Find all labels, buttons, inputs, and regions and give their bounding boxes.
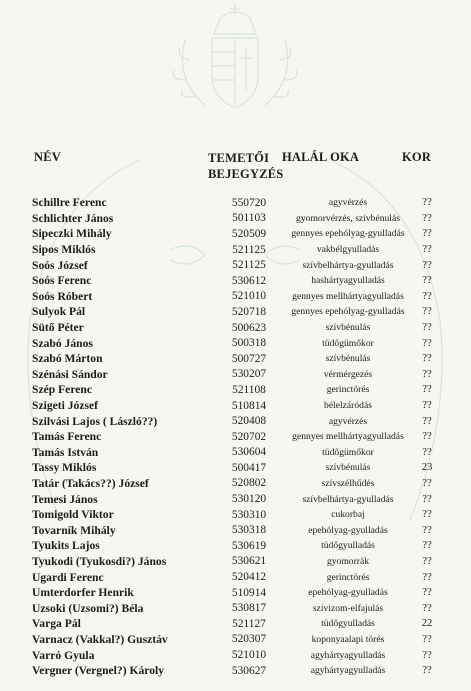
table-row [32,382,440,398]
cemetery-entry-code: 500623 [231,321,267,334]
person-name: Sipos Miklós [32,243,96,257]
table-row [32,632,440,648]
table-row [32,445,440,461]
age-value: ?? [422,290,432,302]
age-value: ?? [422,493,432,505]
cause-of-death: agyvérzés [328,197,368,209]
cause-of-death: gennyes epehólyag-gyulladás [291,228,405,240]
age-value: ?? [422,400,432,412]
records-table [32,195,440,678]
table-row [32,257,440,273]
cause-of-death: vérmérgezés [323,368,373,380]
person-name: Temesi János [32,492,98,506]
table-row [32,226,440,242]
cemetery-entry-code: 520718 [231,305,267,318]
cause-of-death: agyhártyagyulladás [310,649,386,661]
age-value: ?? [422,212,432,224]
person-name: Szigeti József [32,399,98,413]
cemetery-entry-code: 530310 [231,508,267,521]
age-value: ?? [422,587,432,599]
table-row [32,554,440,570]
cemetery-entry-code: 520408 [231,415,267,428]
cause-of-death: bélelzáródás [324,400,372,412]
cemetery-entry-code: 530604 [231,446,267,459]
person-name: Schillre Ferenc [32,196,107,210]
age-value: ?? [422,228,432,240]
records-table-body [32,195,440,678]
age-value: ?? [422,259,432,271]
age-value: ?? [422,353,432,365]
table-row [32,289,440,305]
person-name: Tovarník Mihály [32,523,116,537]
cause-of-death: gennyes mellhártyagyulladás [292,290,404,302]
column-header-cemetery-entry [208,150,284,182]
table-row [32,585,440,601]
person-name: Umterdorfer Henrik [32,586,134,600]
cemetery-entry-code: 521010 [231,649,267,662]
person-name: Tyukits Lajos [32,539,100,553]
table-row [32,616,440,632]
age-value: ?? [422,275,432,287]
table-row [32,304,440,320]
table-row [32,211,440,227]
cause-of-death: gennyes mellhártyagyulladás [292,431,404,443]
cemetery-entry-code: 530318 [231,524,267,537]
cemetery-entry-code: 550720 [231,196,267,209]
cause-of-death: tüdőgümőkor [322,446,374,458]
cemetery-entry-code: 520702 [231,430,267,443]
table-row [32,600,440,616]
table-row [32,647,440,663]
table-row [32,242,440,258]
cause-of-death: cukorbaj [331,509,365,521]
cemetery-entry-code: 510914 [231,586,267,599]
person-name: Tamás Ferenc [32,430,102,444]
column-header-name: NÉV [34,150,61,164]
cause-of-death: gyomorvérzés, szívbénulás [296,212,400,224]
cause-of-death: tüdőgümőkor [322,337,374,349]
person-name: Schlichter János [32,211,114,225]
table-row [32,335,440,351]
cause-of-death: gerinctörés [326,571,370,583]
person-name: Szilvási Lajos ( László??) [32,414,158,428]
cemetery-entry-code: 521125 [232,243,266,256]
cemetery-entry-code: 500417 [231,461,267,474]
cemetery-entry-code: 520802 [231,477,267,490]
table-row [32,663,440,679]
cemetery-entry-code: 530621 [231,555,267,568]
person-name: Szabó Márton [32,352,103,366]
cemetery-entry-code: 500318 [231,337,267,350]
person-name: Tyukodi (Tyukosdi?) János [32,554,167,568]
cemetery-entry-code: 501103 [232,212,266,225]
table-row [32,398,440,414]
person-name: Szép Ferenc [32,383,92,397]
cemetery-entry-code: 521108 [232,383,266,396]
person-name: Soós Róbert [32,289,93,303]
table-row [32,429,440,445]
age-value: ?? [422,446,432,458]
age-value: ?? [422,633,432,645]
age-value: ?? [422,555,432,567]
cemetery-entry-code: 510814 [231,399,267,412]
table-row [32,507,440,523]
cemetery-entry-code: 530817 [231,602,267,615]
person-name: Tatár (Takács??) József [32,476,149,490]
cause-of-death: szívbénulás [325,462,371,474]
age-value: ?? [422,477,432,489]
cemetery-entry-code: 520412 [231,571,267,584]
table-row [32,367,440,383]
cemetery-entry-code: 521125 [232,259,266,272]
table-row [32,413,440,429]
table-row [32,460,440,476]
age-value: ?? [422,368,432,380]
age-value: ?? [422,540,432,552]
cause-of-death: gerinctörés [326,384,370,396]
age-value: ?? [422,415,432,427]
age-value: ?? [422,571,432,583]
cemetery-entry-code: 530627 [231,664,267,677]
column-header-age: KOR [402,150,432,164]
person-name: Soós József [32,258,88,272]
person-name: Varnacz (Vakkal?) Gusztáv [32,632,168,646]
cause-of-death: szívszélhűdés [321,477,375,489]
table-row [32,273,440,289]
table-row [32,320,440,336]
person-name: Vergner (Vergnel?) Károly [32,664,165,678]
cemetery-entry-code: 520509 [231,227,267,240]
person-name: Varró Gyula [32,648,95,662]
cause-of-death: tüdőgyulladás [321,618,375,630]
age-value: ?? [422,665,432,677]
cemetery-entry-code: 500727 [231,352,267,365]
column-header-cause-of-death: HALÁL OKA [282,150,360,164]
cause-of-death: gyomorrák [326,555,370,567]
age-value: ?? [422,602,432,614]
table-row [32,195,440,211]
age-value: ?? [422,244,432,256]
age-value: ?? [422,197,432,209]
column-header-cemetery-entry-line1: TEMETŐI [208,151,270,165]
cemetery-entry-code: 530619 [231,539,267,552]
cemetery-entry-code: 520307 [231,633,267,646]
person-name: Tamás István [32,445,99,459]
person-name: Uzsoki (Uzsomi?) Béla [32,601,144,615]
table-row [32,351,440,367]
age-value: ?? [422,649,432,661]
cemetery-entry-code: 530207 [231,368,267,381]
column-header-cemetery-entry-line2: BEJEGYZÉS [208,167,284,181]
cause-of-death: agyvérzés [328,415,368,427]
age-value: ?? [422,322,432,334]
cemetery-entry-code: 521127 [232,617,266,630]
table-row [32,538,440,554]
cause-of-death: gennyes epehólyag-gyulladás [291,306,405,318]
age-value: ?? [422,337,432,349]
person-name: Sipeczki Mihály [32,227,112,241]
cause-of-death: szívizom-elfajulás [312,602,384,614]
age-value: ?? [422,384,432,396]
cause-of-death: szívbelhártya-gyulladás [302,259,394,271]
person-name: Szénási Sándor [32,367,108,381]
age-value: 23 [421,462,433,474]
age-value: ?? [422,524,432,536]
table-row [32,491,440,507]
cause-of-death: epehólyag-gyulladás [308,524,388,536]
cemetery-entry-code: 521010 [231,290,267,303]
cause-of-death: vakbélgyulladás [316,244,380,256]
table-row [32,569,440,585]
age-value: ?? [422,306,432,318]
person-name: Ugardi Ferenc [32,570,104,584]
cause-of-death: szívbelhártya-gyulladás [302,493,394,505]
cause-of-death: agyhártyagyulladás [310,665,386,677]
person-name: Varga Pál [32,617,81,631]
age-value: ?? [422,431,432,443]
cemetery-entry-code: 530120 [231,493,267,506]
person-name: Sulyok Pál [32,305,86,319]
cause-of-death: tüdőgyulladás [321,540,375,552]
cause-of-death: hashártyagyulladás [311,275,385,287]
person-name: Szabó János [32,336,93,350]
cause-of-death: epehólyag-gyulladás [308,587,388,599]
cemetery-entry-code: 530612 [231,274,267,287]
cause-of-death: koponyaalapi törés [311,633,385,645]
person-name: Tassy Miklós [32,461,97,475]
person-name: Tomigold Viktor [32,508,114,522]
table-row [32,476,440,492]
person-name: Sütő Péter [32,321,84,335]
age-value: 22 [421,618,433,630]
cause-of-death: szívbénulás [325,322,371,334]
table-row [32,522,440,538]
person-name: Soós Ferenc [32,274,92,288]
age-value: ?? [422,509,432,521]
cause-of-death: szívbénulás [325,353,371,365]
